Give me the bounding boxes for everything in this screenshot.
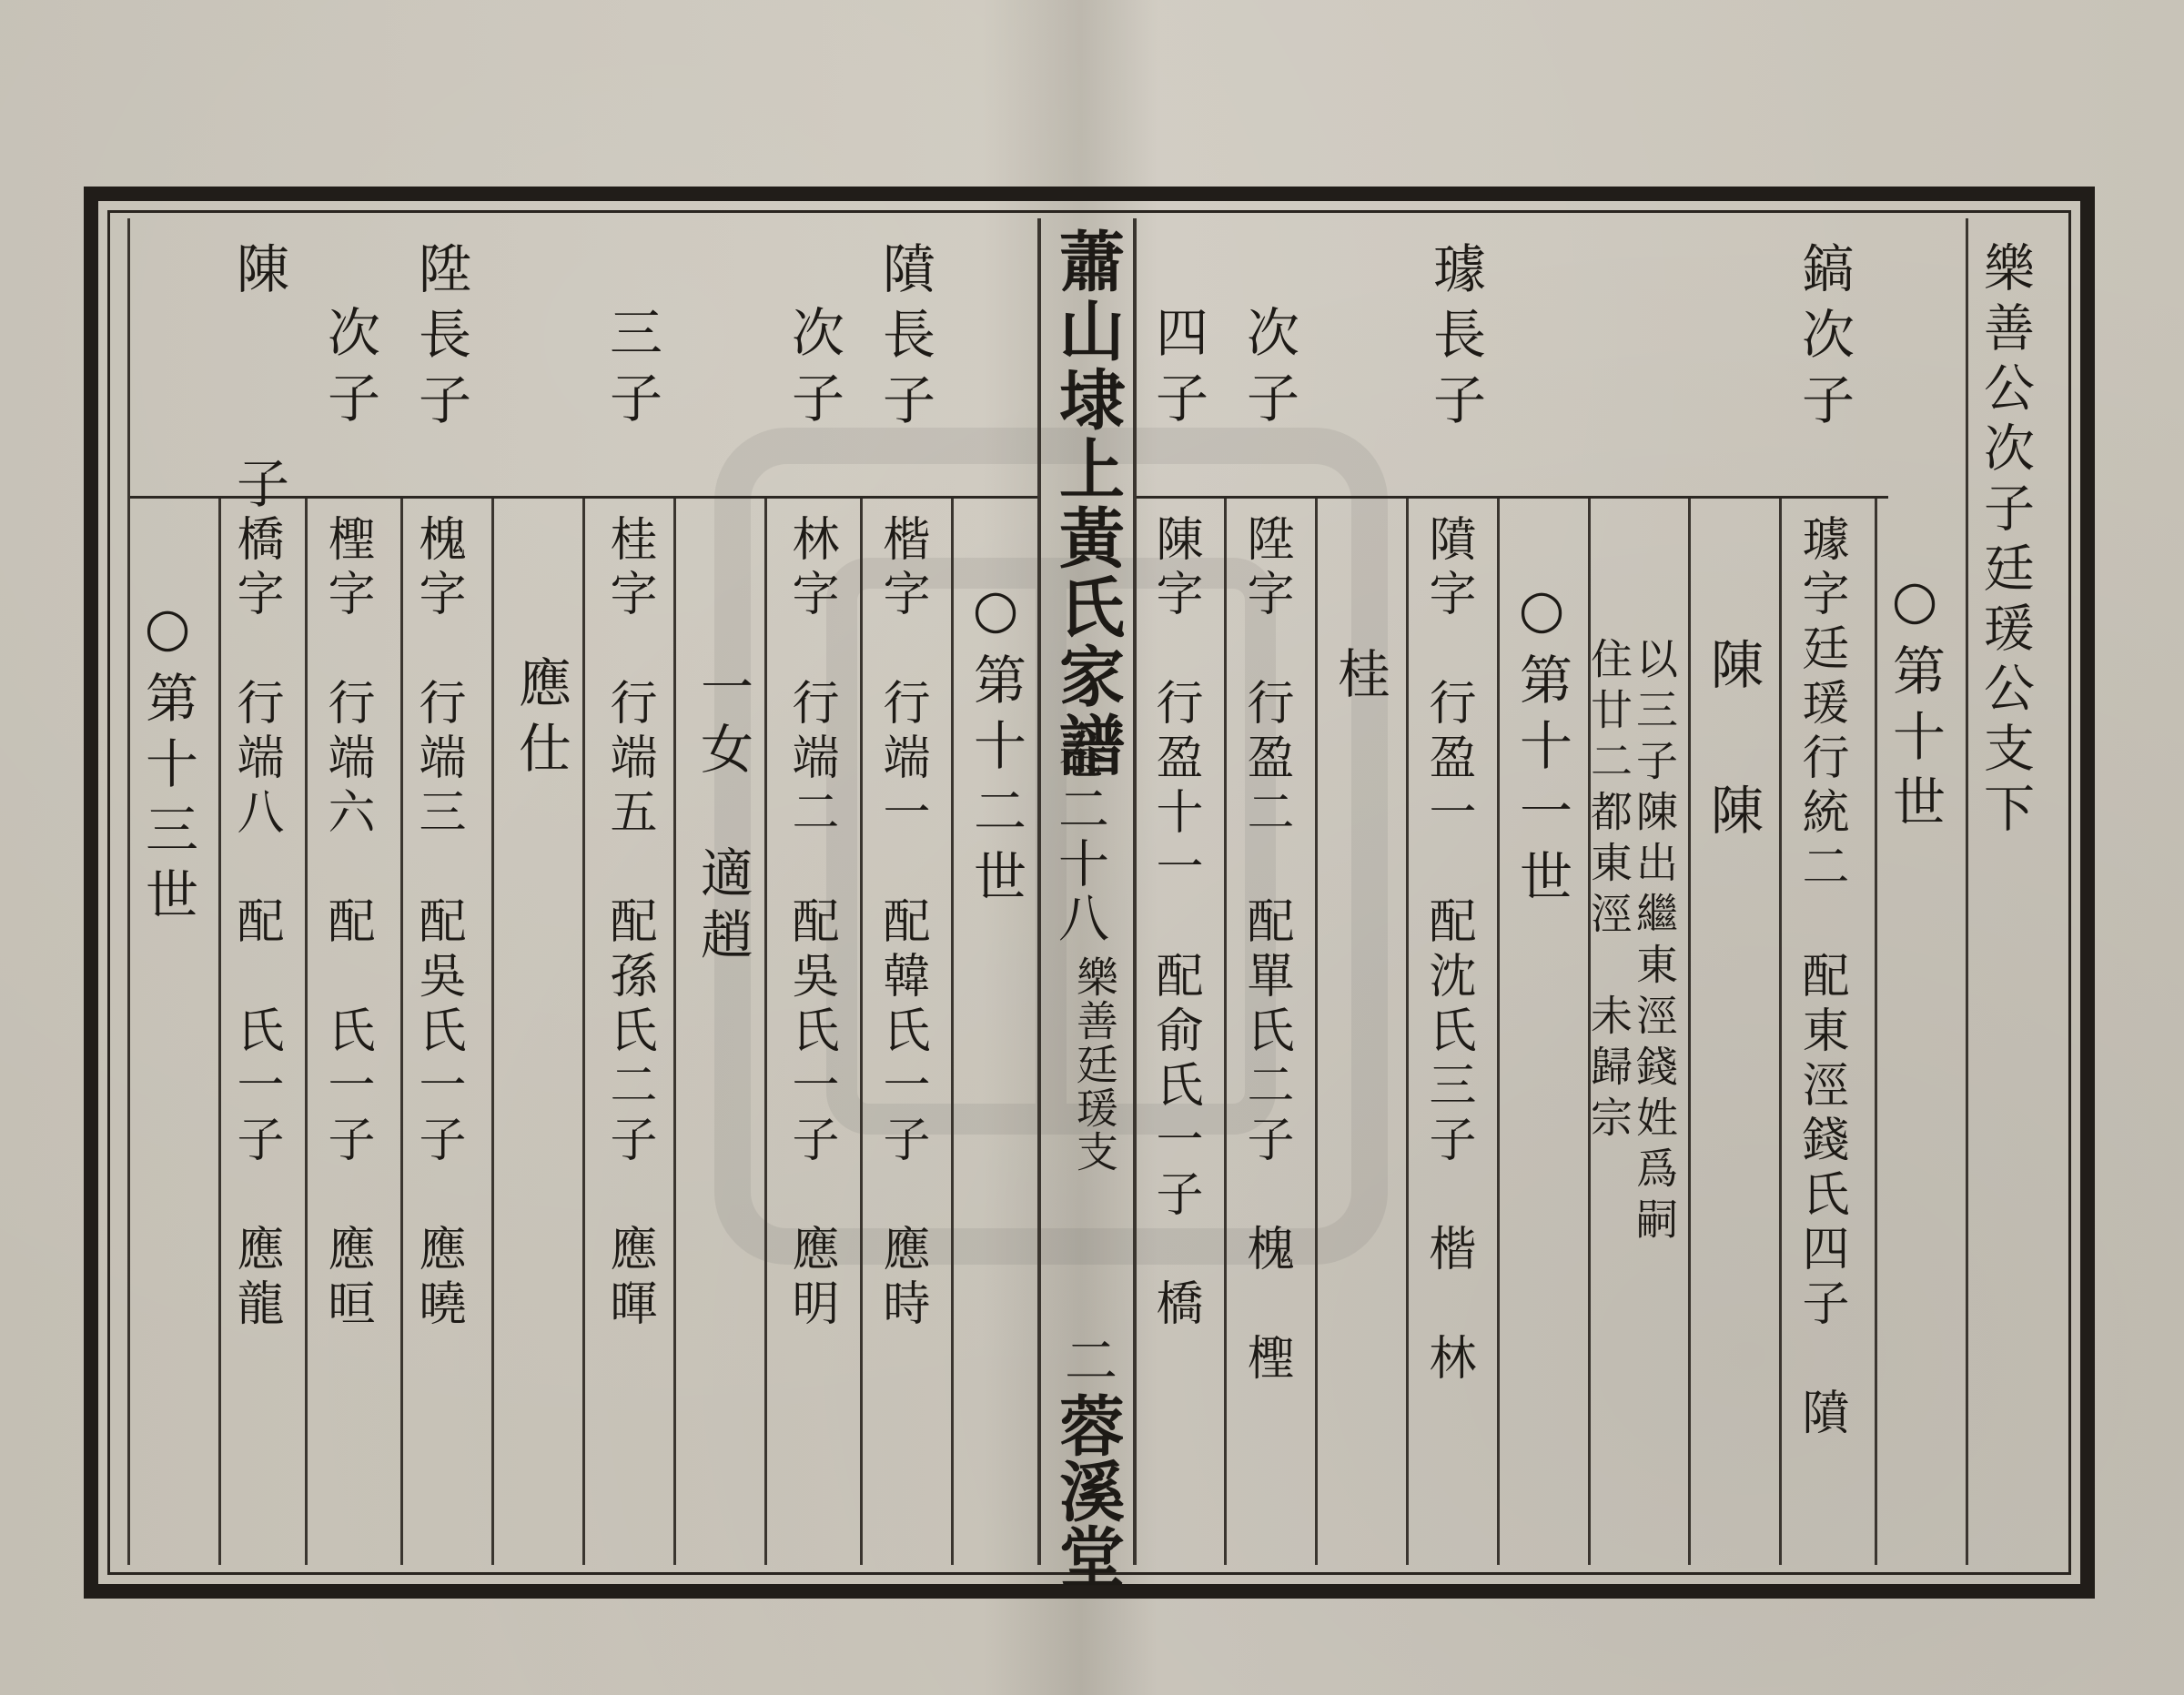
top-entry: 三子 [601, 305, 662, 436]
top-entry: 陳 子 [228, 241, 289, 563]
genealogy-entry: 陳 陳 [1702, 637, 1764, 855]
rule [218, 499, 221, 1565]
center-column-border-right [1133, 218, 1137, 1565]
genealogy-entry: 林字 行端二 配吳氏一子 應明 [784, 514, 838, 1333]
rule [1688, 499, 1691, 1565]
generation-marker: ○第十一世 [1511, 578, 1572, 914]
rule [860, 499, 863, 1565]
rule [305, 499, 308, 1565]
hall-name: 蓉溪堂 [1048, 1392, 1126, 1589]
genealogy-entry: 隫字 行盈一 配沈氏三子 楷 林 [1421, 514, 1475, 1387]
generation-marker: ○第十二世 [965, 578, 1026, 914]
genealogy-entry: 璩字廷瑗行統二 配東涇錢氏四子 隫 [1794, 514, 1848, 1442]
generation-marker: ○第十世 [1884, 569, 1946, 840]
top-entry: 次子 [783, 305, 844, 436]
upper-register-divider-right [1133, 496, 1888, 499]
rule [1875, 499, 1877, 1565]
left-margin-line [127, 218, 130, 1565]
top-entry: 陞長子 [410, 241, 471, 438]
genealogy-entry: 桂 [1329, 646, 1390, 711]
top-entry: 四子 [1147, 305, 1208, 436]
top-entry: 次子 [318, 305, 380, 436]
genealogy-entry: 陳字 行盈十一 配俞氏一子 橋 [1148, 514, 1202, 1333]
genealogy-note: 以三子陳出繼東涇錢姓爲嗣 [1630, 637, 1679, 1248]
rule [400, 499, 403, 1565]
rule [673, 499, 676, 1565]
rule [1779, 499, 1782, 1565]
genealogy-entry: 應仕 [510, 655, 571, 786]
rule [951, 499, 954, 1565]
rule [1224, 499, 1227, 1565]
top-entry: 隫長子 [874, 241, 935, 438]
genealogy-entry: 楷字 行端一 配韓氏一子 應時 [875, 514, 929, 1333]
genealogy-entry: 檉字 行端六 配 氏一子 應晅 [319, 514, 374, 1333]
rule [491, 499, 494, 1565]
genealogy-entry: 一女 適趙 [692, 660, 753, 969]
volume-label: 卷二十八 [1050, 728, 1109, 946]
branch-label: 樂善廷瑗支 [1070, 955, 1119, 1174]
rule [582, 499, 585, 1565]
genealogy-note: 住廿二都東涇 未歸宗 [1584, 637, 1633, 1146]
rule [764, 499, 767, 1565]
genealogy-entry: 槐字 行端三 配吳氏一子 應曉 [410, 514, 465, 1333]
genealogy-entry: 橋字 行端八 配 氏一子 應龍 [228, 514, 283, 1333]
branch-heading: 樂善公次子廷瑗公支下 [1976, 241, 2035, 842]
genealogy-entry: 桂字 行端五 配孫氏二子 應暉 [602, 514, 656, 1333]
right-margin-line [1966, 218, 1968, 1565]
top-entry: 璩長子 [1424, 241, 1486, 438]
generation-marker: ○第十三世 [136, 596, 198, 933]
top-entry: 次子 [1238, 305, 1299, 436]
center-column-border-left [1037, 218, 1041, 1565]
top-entry: 鎬次子 [1793, 241, 1855, 438]
rule [1315, 499, 1318, 1565]
genealogy-entry: 陞字 行盈二 配單氏二子 槐 檉 [1239, 514, 1293, 1387]
book-title: 蕭山埭上黃氏家譜 [1048, 227, 1126, 781]
rule [1406, 499, 1409, 1565]
page-number: 二 [1056, 1333, 1117, 1398]
rule [1497, 499, 1500, 1565]
